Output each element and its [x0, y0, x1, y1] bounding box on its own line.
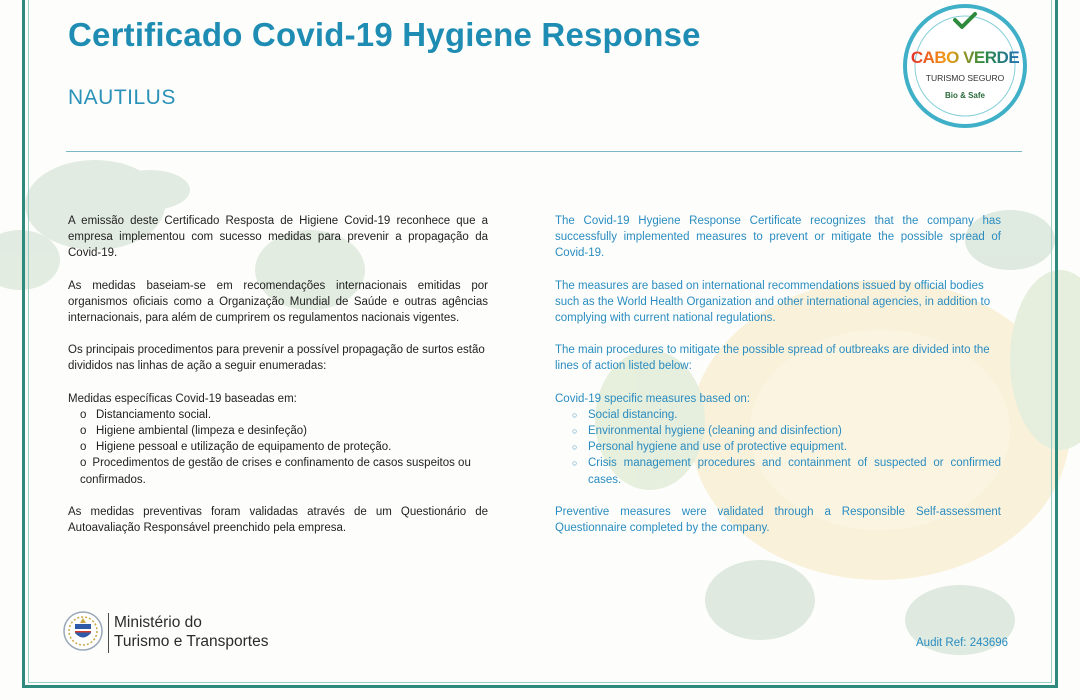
header-divider	[66, 151, 1022, 152]
bullet: o	[80, 425, 87, 438]
audit-reference: Audit Ref: 243696	[916, 637, 1009, 649]
bullet: o	[80, 408, 87, 421]
pt-measure-text: Procedimentos de gestão de crises e confinamento de casos suspeitos ou confirmados.	[80, 457, 471, 486]
pt-paragraph-4: As medidas preventivas foram validadas através de um Questionário de Autoavaliação Responsável preenchido pela empresa.	[68, 505, 488, 535]
pt-paragraph-3: Os principais procedimentos para prevenir a possível propagação de surtos estão divididos nas linhas de ação a seguir enumeradas:	[68, 344, 485, 373]
en-measure-text: Environmental hygiene (cleaning and disinfection)	[588, 425, 842, 438]
bullet: ○	[572, 458, 578, 469]
en-measure-text: Crisis management procedures and containment of suspected or confirmed cases.	[588, 457, 1001, 486]
list-item	[555, 439, 1001, 455]
cabo-verde-seal	[895, 4, 1035, 128]
pt-measures-title: Medidas específicas Covid-19 baseadas em:	[68, 392, 297, 405]
seal-tagline: TURISMO SEGURO	[925, 73, 1005, 83]
coat-of-arms-icon	[62, 610, 104, 652]
bullet: o	[80, 457, 87, 470]
en-paragraph-3: The main procedures to mitigate the possible spread of outbreaks are divided into the lines of action listed below:	[555, 344, 990, 373]
bullet: o	[80, 441, 87, 454]
seal-brand-text: CABO VERDE	[910, 48, 1020, 67]
pt-measures-list	[68, 407, 488, 488]
pt-measure-text: Distanciamento social.	[96, 408, 212, 421]
bullet: ○	[572, 426, 578, 437]
ministry-line-1: Ministério do	[114, 614, 202, 631]
logo-divider	[108, 613, 109, 653]
en-measure-text: Social distancing.	[588, 408, 678, 421]
en-measures-title: Covid-19 specific measures based on:	[555, 392, 750, 405]
ministry-line-2: Turismo e Transportes	[114, 633, 269, 650]
en-paragraph-2: The measures are based on international recommendations issued by official bodies such as the World Health Organization and other international agencies, in addition to complying with current national regulations.	[555, 279, 991, 325]
list-item	[68, 439, 488, 455]
list-item	[68, 407, 488, 423]
ministry-name	[114, 613, 268, 651]
en-measure-text: Personal hygiene and use of protective equipment.	[588, 441, 847, 454]
bullet: ○	[572, 442, 578, 453]
pt-paragraph-2: As medidas baseiam-se em recomendações internacionais emitidas por organismos oficiais como a Organização Mundial de Saúde e outras agências internacionais, para além de cumprirem os regulamentos nacionais vigentes.	[68, 279, 488, 325]
list-item	[555, 455, 1001, 487]
pt-measure-text: Higiene pessoal e utilização de equipamento de proteção.	[96, 441, 392, 454]
en-paragraph-1: The Covid-19 Hygiene Response Certificate recognizes that the company has successfully implemented measures to prevent or mitigate the possible spread of Covid-19.	[555, 215, 1001, 260]
list-item	[68, 423, 488, 439]
pt-paragraph-1: A emissão deste Certificado Resposta de Higiene Covid-19 reconhece que a empresa implementou com sucesso medidas para prevenir a propagação da Covid-19.	[68, 215, 488, 260]
english-column	[555, 213, 1001, 552]
en-paragraph-4: Preventive measures were validated through a Responsible Self-assessment Questionnaire completed by the company.	[555, 505, 1001, 535]
list-item	[555, 407, 1001, 423]
company-name: NAUTILUS	[68, 86, 176, 109]
pt-measure-text: Higiene ambiental (limpeza e desinfeção)	[96, 425, 307, 438]
bullet: ○	[572, 409, 578, 420]
ministry-logo	[62, 610, 302, 656]
portuguese-column	[68, 213, 488, 552]
en-measures-list	[555, 407, 1001, 488]
certificate-title: Certificado Covid-19 Hygiene Response	[68, 16, 701, 53]
seal-subtitle: Bio & Safe	[944, 91, 985, 100]
list-item	[555, 423, 1001, 439]
list-item	[68, 455, 488, 487]
seal-brand	[895, 48, 1035, 68]
